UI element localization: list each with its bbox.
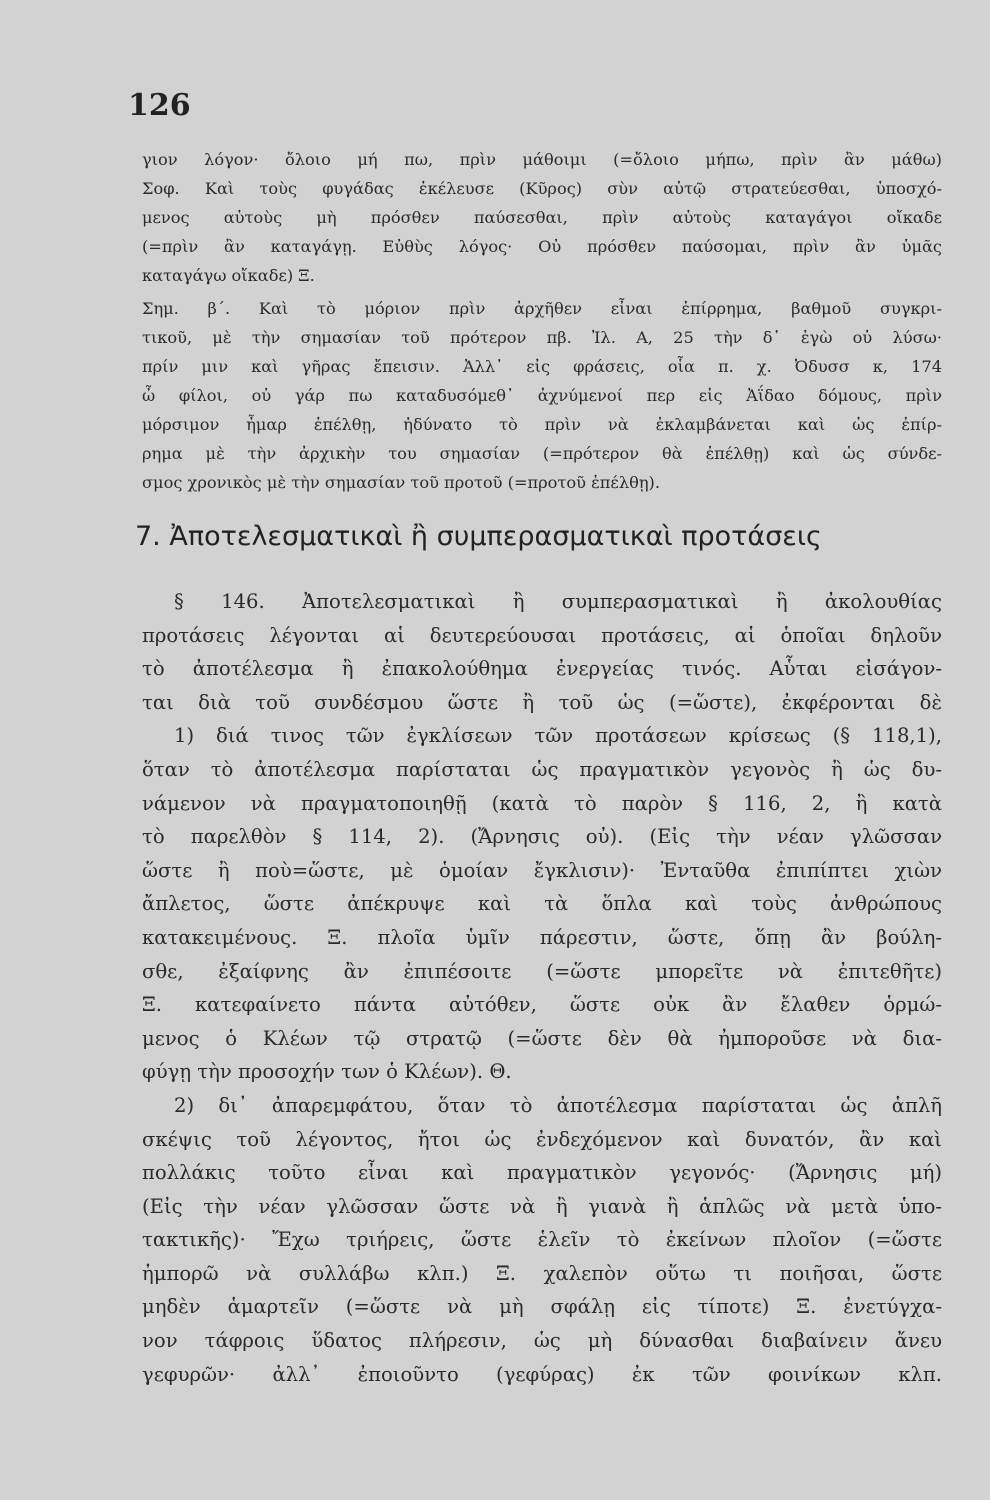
text-line: § 146. Ἀποτελεσματικαὶ ἢ συμπερασματικαὶ ἢ ἀκολουθίας <box>174 590 942 613</box>
text-line: τὸ παρελθὸν § 114, 2). (Ἄρνησις οὐ). (Εἰς τὴν νέαν γλῶσσαν <box>142 825 942 849</box>
text-line: ρημα μὲ τὴν ἀρχικὴν του σημασίαν (=πρότερον θὰ ἐπέλθῃ) καὶ ὡς σύνδε- <box>142 444 942 463</box>
text-line: 2) δι᾽ ἀπαρεμφάτου, ὅταν τὸ ἀποτέλεσμα παρίσταται ὡς ἁπλῆ <box>174 1093 942 1117</box>
text-line: Σοφ. Καὶ τοὺς φυγάδας ἐκέλευσε (Κῦρος) σὺν αὐτῷ στρατεύεσθαι, ὑποσχό- <box>142 179 942 198</box>
text-line: σθε, ἐξαίφνης ἂν ἐπιπέσοιτε (=ὥστε μπορεῖτε νὰ ἐπιτεθῆτε) <box>142 959 942 983</box>
text-line: (=πρὶν ἂν καταγάγῃ. Εὐθὺς λόγος· Οὐ πρόσθεν παύσομαι, πρὶν ἂν ὑμᾶς <box>142 237 942 256</box>
text-line: πολλάκις τοῦτο εἶναι καὶ πραγματικὸν γεγονός· (Ἄρνησις μή) <box>142 1161 942 1185</box>
page-number: 126 <box>128 88 191 123</box>
text-line: γιον λόγον· ὄλοιο μή πω, πρὶν μάθοιμι (=ὄλοιο μήπω, πρὶν ἂν μάθω) <box>142 150 942 169</box>
text-line: νον τάφροις ὕδατος πλήρεσιν, ὡς μὴ δύνασθαι διαβαίνειν ἄνευ <box>142 1329 942 1353</box>
text-line: τικοῦ, μὲ τὴν σημασίαν τοῦ πρότερον πβ. Ἰλ. Α, 25 τὴν δ᾽ ἐγὼ οὐ λύσω· <box>142 328 942 347</box>
text-line: γεφυρῶν· ἀλλ᾽ ἐποιοῦντο (γεφύρας) ἐκ τῶν φοινίκων κλπ. <box>142 1362 942 1386</box>
section-heading: 7. Ἀποτελεσματικαὶ ἢ συμπερασματικαὶ προτάσεις <box>135 521 822 552</box>
text-line: σμος χρονικὸς μὲ τὴν σημασίαν τοῦ προτοῦ (=προτοῦ ἐπέλθῃ). <box>142 473 660 492</box>
text-line: σκέψις τοῦ λέγοντος, ἤτοι ὡς ἐνδεχόμενον καὶ δυνατόν, ἂν καὶ <box>142 1127 942 1151</box>
text-line: καταγάγω οἴκαδε) Ξ. <box>142 266 315 285</box>
main-paragraph <box>142 585 942 1391</box>
text-line: πρίν μιν καὶ γῆρας ἔπεισιν. Ἀλλ᾽ εἰς φράσεις, οἷα π. χ. Ὀδυσσ κ, 174 <box>142 357 942 376</box>
text-line: μηδὲν ἁμαρτεῖν (=ὥστε νὰ μὴ σφάλῃ εἰς τίποτε) Ξ. ἐνετύγχα- <box>142 1295 942 1319</box>
text-line: μενος αὐτοὺς μὴ πρόσθεν παύσεσθαι, πρὶν αὐτοὺς καταγάγοι οἴκαδε <box>142 208 942 227</box>
text-line: (Εἰς τὴν νέαν γλῶσσαν ὥστε νὰ ἢ γιανὰ ἢ ἁπλῶς νὰ μετὰ ὑπο- <box>142 1194 942 1218</box>
text-line: Σημ. β΄. Καὶ τὸ μόριον πρὶν ἀρχῆθεν εἶναι ἐπίρρημα, βαθμοῦ συγκρι- <box>142 299 942 318</box>
text-line: Ξ. κατεφαίνετο πάντα αὐτόθεν, ὥστε οὐκ ἂν ἔλαθεν ὁρμώ- <box>142 993 942 1017</box>
text-line: νάμενον νὰ πραγματοποιηθῇ (κατὰ τὸ παρὸν § 116, 2, ἢ κατὰ <box>142 791 942 815</box>
text-line: μενος ὁ Κλέων τῷ στρατῷ (=ὥστε δὲν θὰ ἠμποροῦσε νὰ δια- <box>142 1026 942 1050</box>
text-line: φύγῃ τὴν προσοχήν των ὁ Κλέων). Θ. <box>142 1060 512 1084</box>
text-line: τὸ ἀποτέλεσμα ἢ ἐπακολούθημα ἐνεργείας τινός. Αὗται εἰσάγον- <box>142 657 942 681</box>
notes-paragraph <box>142 145 942 497</box>
text-line: ὥστε ἢ ποὺ=ὥστε, μὲ ὁμοίαν ἔγκλισιν)· Ἐνταῦθα ἐπιπίπτει χιὼν <box>142 858 942 882</box>
text-line: κατακειμένους. Ξ. πλοῖα ὑμῖν πάρεστιν, ὥστε, ὅπῃ ἂν βούλη- <box>142 925 942 949</box>
text-line: ὦ φίλοι, οὐ γάρ πω καταδυσόμεθ᾽ ἀχνύμενοί περ εἰς Ἀΐδαο δόμους, πρὶν <box>142 386 942 405</box>
text-line: ἄπλετος, ὥστε ἀπέκρυψε καὶ τὰ ὅπλα καὶ τοὺς ἀνθρώπους <box>142 892 942 916</box>
text-line: προτάσεις λέγονται αἱ δευτερεύουσαι προτάσεις, αἱ ὁποῖαι δηλοῦν <box>142 623 942 647</box>
text-line: τακτικῆς)· Ἔχω τριήρεις, ὥστε ἑλεῖν τὸ ἐκείνων πλοῖον (=ὥστε <box>142 1228 942 1252</box>
text-line: ἠμπορῶ νὰ συλλάβω κλπ.) Ξ. χαλεπὸν οὕτω τι ποιῆσαι, ὥστε <box>142 1261 942 1285</box>
text-line: μόρσιμον ἦμαρ ἐπέλθῃ, ἠδύνατο τὸ πρὶν νὰ ἐκλαμβάνεται καὶ ὡς ἐπίρ- <box>142 415 942 434</box>
text-line: ὅταν τὸ ἀποτέλεσμα παρίσταται ὡς πραγματικὸν γεγονὸς ἢ ὡς δυ- <box>142 757 942 781</box>
text-line: ται διὰ τοῦ συνδέσμου ὥστε ἢ τοῦ ὡς (=ὥστε), ἐκφέρονται δὲ <box>142 690 942 714</box>
text-line: 1) διά τινος τῶν ἐγκλίσεων τῶν προτάσεων κρίσεως (§ 118,1), <box>174 724 942 748</box>
